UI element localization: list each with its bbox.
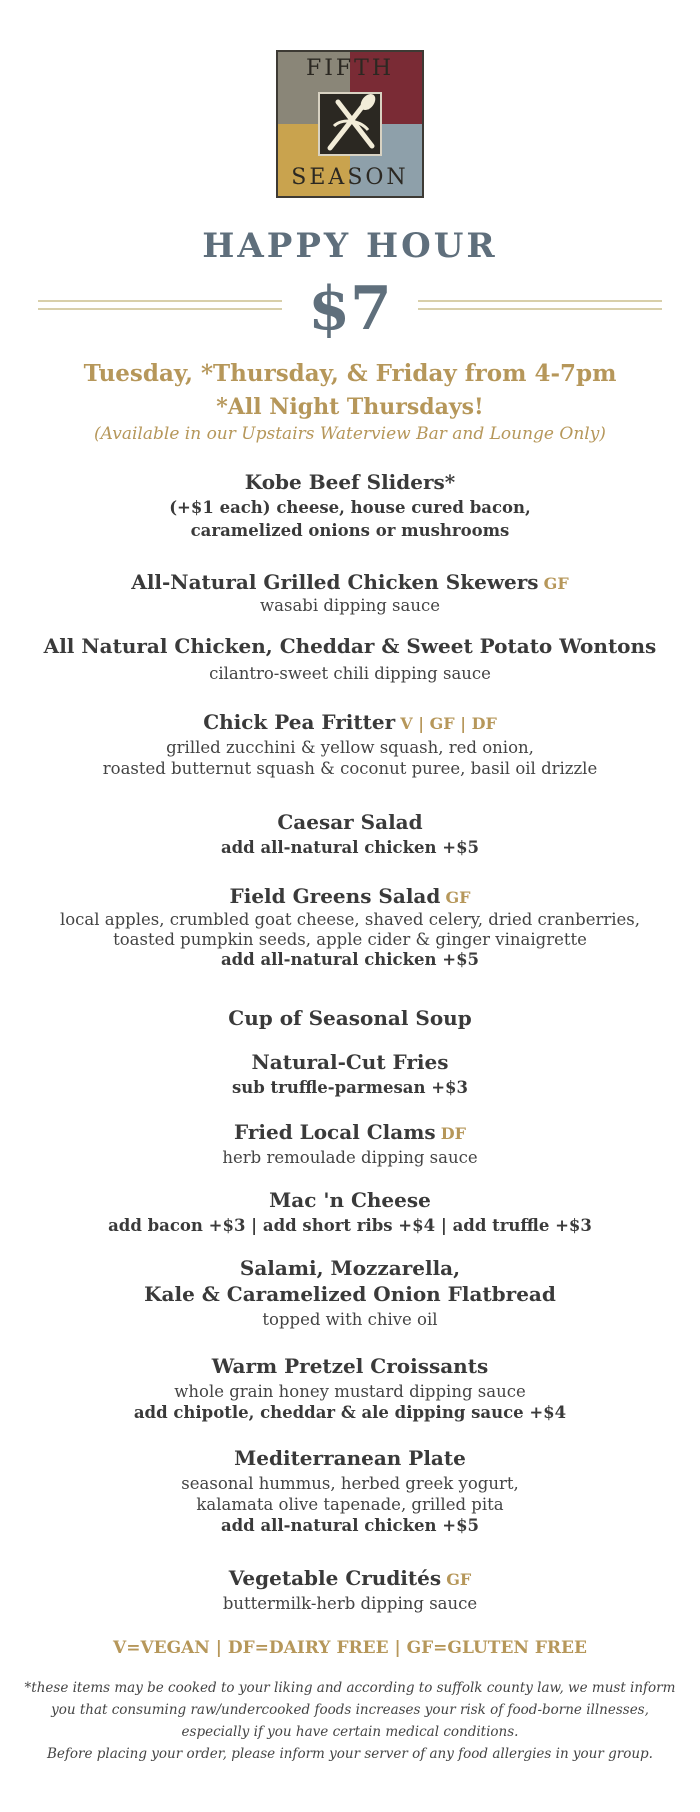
item-name: Caesar Salad	[277, 810, 423, 834]
menu-item	[0, 634, 700, 683]
availability-note: (Available in our Upstairs Waterview Bar and Lounge Only)	[94, 424, 606, 444]
menu-item	[0, 810, 700, 857]
footnote-line: especially if you have certain medical conditions.	[181, 1724, 519, 1740]
item-name: Field Greens Salad	[229, 884, 441, 908]
item-name: Salami, Mozzarella,	[239, 1256, 461, 1280]
menu-item	[0, 884, 700, 969]
item-add-on: add bacon +$3 | add short ribs +$4 | add truffle +$3	[108, 1216, 592, 1235]
utensils-icon	[316, 88, 388, 160]
item-add-on: add chipotle, cheddar & ale dipping sauce +$4	[133, 1403, 567, 1422]
item-tag: V | GF | DF	[400, 714, 497, 733]
item-desc: caramelized onions or mushrooms	[190, 521, 510, 540]
item-desc: buttermilk-herb dipping sauce	[222, 1594, 478, 1613]
item-add-on: add all-natural chicken +$5	[220, 950, 480, 969]
item-desc: toasted pumpkin seeds, apple cider & ginger vinaigrette	[113, 930, 587, 949]
item-desc: kalamata olive tapenade, grilled pita	[196, 1495, 504, 1514]
footnote-line: Before placing your order, please inform your server of any food allergies in your group.	[47, 1746, 653, 1762]
item-tag: GF	[446, 1570, 472, 1589]
item-desc: roasted butternut squash & coconut puree, basil oil drizzle	[102, 759, 598, 778]
footnote-line: *these items may be cooked to your liking and according to suffolk county law, we must inform	[24, 1680, 676, 1696]
item-name: All-Natural Grilled Chicken Skewers	[131, 570, 539, 594]
footnote-line: you that consuming raw/undercooked foods increases your risk of food-borne illnesses,	[51, 1702, 649, 1718]
happy-hour-times: Tuesday, *Thursday, & Friday from 4-7pm	[83, 360, 617, 387]
page-title: HAPPY HOUR	[202, 226, 498, 266]
item-desc: whole grain honey mustard dipping sauce	[174, 1382, 526, 1401]
item-name: Vegetable Crudités	[228, 1566, 442, 1590]
menu-item	[0, 1256, 700, 1329]
item-tag: GF	[543, 574, 569, 593]
logo-word-season: SEASON	[291, 165, 409, 190]
menu-item	[0, 1446, 700, 1535]
item-name: Natural-Cut Fries	[251, 1050, 449, 1074]
menu-item	[0, 1566, 700, 1613]
item-desc: topped with chive oil	[262, 1310, 438, 1329]
logo-word-fifth: FIFTH	[305, 56, 395, 81]
menu-item	[0, 1006, 700, 1030]
item-desc: grilled zucchini & yellow squash, red onion,	[166, 738, 534, 757]
item-name: Cup of Seasonal Soup	[228, 1006, 472, 1030]
menu-item	[0, 1120, 700, 1167]
item-name: All Natural Chicken, Cheddar & Sweet Potato Wontons	[43, 634, 657, 658]
item-name: Kobe Beef Sliders*	[244, 470, 456, 494]
menu-item	[0, 1188, 700, 1235]
menu-item	[0, 1050, 700, 1097]
item-tag: GF	[445, 888, 471, 907]
item-name: Mac 'n Cheese	[269, 1188, 431, 1212]
item-name: Chick Pea Fritter	[203, 710, 396, 734]
left-rule	[38, 300, 282, 310]
dietary-legend: V=VEGAN | DF=DAIRY FREE | GF=GLUTEN FREE	[113, 1638, 587, 1658]
item-desc: wasabi dipping sauce	[260, 596, 440, 615]
price: $7	[308, 274, 392, 344]
right-rule	[418, 300, 662, 310]
item-name: Mediterranean Plate	[234, 1446, 466, 1470]
item-desc: cilantro-sweet chili dipping sauce	[209, 664, 491, 683]
item-name: Fried Local Clams	[234, 1120, 436, 1144]
menu-item	[0, 710, 700, 778]
item-name-line-2: Kale & Caramelized Onion Flatbread	[144, 1282, 556, 1306]
item-desc: seasonal hummus, herbed greek yogurt,	[181, 1474, 519, 1493]
menu-item	[0, 570, 700, 615]
fifth-season-logo	[276, 50, 424, 198]
menu-item	[0, 470, 700, 540]
price-row	[0, 274, 700, 346]
menu-item	[0, 1354, 700, 1422]
item-add-on: sub truffle-parmesan +$3	[231, 1078, 469, 1097]
item-desc: herb remoulade dipping sauce	[222, 1148, 478, 1167]
footnote	[0, 1680, 700, 1762]
item-name: Warm Pretzel Croissants	[211, 1354, 489, 1378]
all-night-thursdays: *All Night Thursdays!	[216, 394, 484, 420]
item-desc: local apples, crumbled goat cheese, shaved celery, dried cranberries,	[59, 910, 641, 929]
item-add-on: add all-natural chicken +$5	[220, 838, 480, 857]
item-add-on: add all-natural chicken +$5	[220, 1516, 480, 1535]
item-tag: DF	[440, 1124, 466, 1143]
item-desc: (+$1 each) cheese, house cured bacon,	[169, 498, 531, 517]
